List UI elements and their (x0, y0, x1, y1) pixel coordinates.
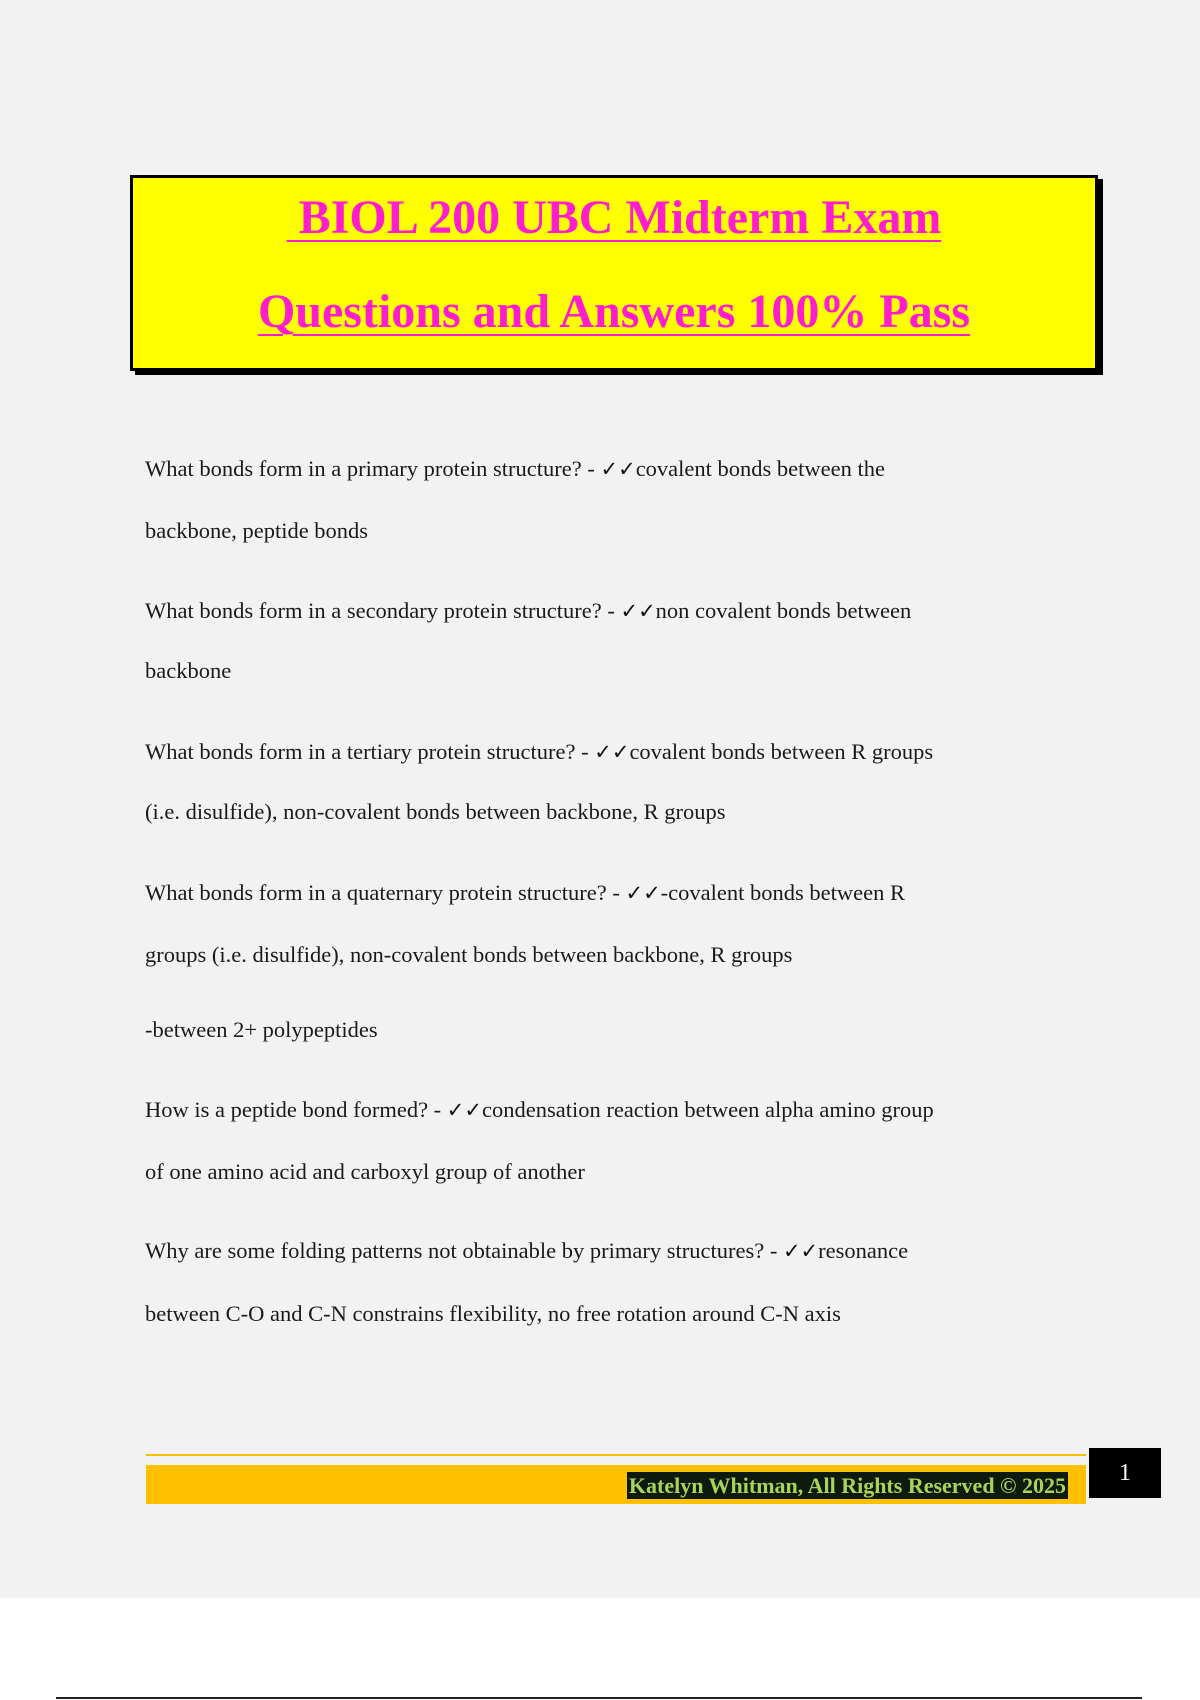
double-check-icon: ✓✓ (446, 1098, 482, 1122)
answer-text: -covalent bonds between R (660, 880, 905, 905)
answer-text: non covalent bonds between (655, 598, 912, 623)
question-text: What bonds form in a primary protein structure? - (145, 456, 601, 481)
double-check-icon: ✓✓ (600, 457, 636, 481)
qa-line: backbone, peptide bonds (145, 518, 369, 543)
double-check-icon: ✓✓ (625, 881, 661, 905)
qa-line: between C-O and C-N constrains flexibility, no free rotation around C-N axis (145, 1301, 841, 1326)
question-text: What bonds form in a tertiary protein structure? - (145, 739, 595, 764)
copyright-text: Katelyn Whitman, All Rights Reserved © 2025 (628, 1473, 1066, 1498)
footer-divider (146, 1454, 1086, 1456)
qa-line (145, 1236, 908, 1266)
double-check-icon: ✓✓ (782, 1239, 819, 1263)
title-banner (130, 175, 1098, 371)
question-text: What bonds form in a quaternary protein structure? - (145, 880, 626, 905)
footer-bar (146, 1465, 1086, 1504)
page-bottom-divider (56, 1697, 1142, 1699)
question-text: Why are some folding patterns not obtainable by primary structures? - (145, 1238, 783, 1263)
qa-line (145, 878, 905, 908)
qa-line (145, 737, 933, 767)
qa-line: backbone (145, 658, 232, 683)
qa-line: -between 2+ polypeptides (145, 1017, 378, 1042)
qa-line: groups (i.e. disulfide), non-covalent bonds between backbone, R groups (145, 942, 793, 967)
question-text: How is a peptide bond formed? - (145, 1097, 447, 1122)
question-text: What bonds form in a secondary protein structure? - (145, 598, 621, 623)
answer-text: resonance (818, 1238, 909, 1263)
title-line-2: Questions and Answers 100% Pass (257, 285, 971, 338)
page-number: 1 (1089, 1448, 1161, 1498)
qa-line (145, 454, 885, 484)
answer-text: covalent bonds between R groups (629, 739, 934, 764)
qa-line: of one amino acid and carboxyl group of another (145, 1159, 585, 1184)
double-check-icon: ✓✓ (594, 740, 630, 764)
qa-line (145, 596, 911, 626)
qa-line: (i.e. disulfide), non-covalent bonds between backbone, R groups (145, 799, 726, 824)
double-check-icon: ✓✓ (620, 599, 656, 623)
answer-text: condensation reaction between alpha amino group (482, 1097, 934, 1122)
answer-text: covalent bonds between the (635, 456, 885, 481)
title-line-1: BIOL 200 UBC Midterm Exam (286, 191, 942, 244)
qa-line (145, 1095, 934, 1125)
